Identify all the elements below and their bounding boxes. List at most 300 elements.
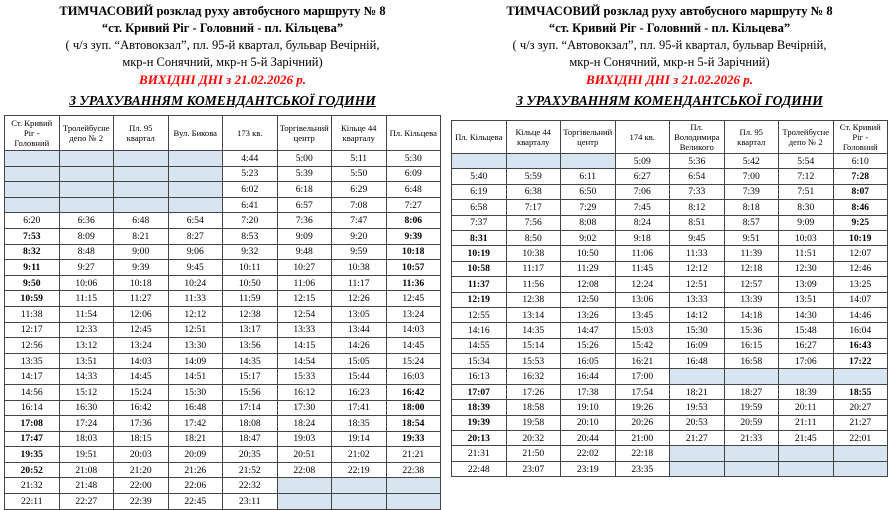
- empty-cell: [168, 166, 223, 182]
- time-cell: 22:32: [223, 478, 278, 494]
- time-cell: 10:19: [452, 246, 507, 261]
- time-cell: 9:45: [168, 260, 223, 276]
- table-row: [5, 384, 441, 400]
- time-cell: 6:38: [506, 184, 561, 199]
- time-cell: 6:20: [5, 213, 60, 229]
- time-cell: 18:55: [833, 384, 888, 399]
- column-header: Пл. Кільцева: [452, 121, 507, 154]
- time-cell: 17:00: [615, 369, 670, 384]
- time-cell: 13:33: [670, 292, 725, 307]
- table-row: [452, 277, 888, 292]
- column-header: Пл. 95 квартал: [724, 121, 779, 154]
- route-via-line-2: мкр-н Сонячний, мкр-н 5-й Зарічний): [122, 55, 323, 69]
- time-cell: 12:51: [168, 322, 223, 338]
- time-cell: 14:16: [452, 323, 507, 338]
- time-cell: 22:08: [277, 462, 332, 478]
- time-cell: 21:02: [332, 447, 387, 463]
- time-cell: 12:12: [670, 261, 725, 276]
- route-via-line-1: ( ч/з зуп. “Автовокзал”, пл. 95-й квартал, бульвар Вечірній,: [65, 38, 380, 52]
- time-cell: 9:51: [724, 230, 779, 245]
- time-cell: 13:25: [833, 277, 888, 292]
- time-cell: 5:11: [332, 151, 387, 167]
- time-cell: 12:12: [168, 306, 223, 322]
- time-cell: 6:19: [452, 184, 507, 199]
- time-cell: 20:51: [277, 447, 332, 463]
- time-cell: 8:24: [615, 215, 670, 230]
- table-row: [452, 230, 888, 245]
- time-cell: 21:21: [386, 447, 441, 463]
- time-cell: 22:02: [561, 446, 616, 461]
- empty-cell: [59, 151, 114, 167]
- time-cell: 17:24: [59, 416, 114, 432]
- time-cell: 11:27: [114, 291, 169, 307]
- time-cell: 15:24: [114, 384, 169, 400]
- time-cell: 12:08: [561, 277, 616, 292]
- time-cell: 7:20: [223, 213, 278, 229]
- time-cell: 6:41: [223, 197, 278, 213]
- time-cell: 7:56: [506, 215, 561, 230]
- time-cell: 16:21: [615, 354, 670, 369]
- time-cell: 12:45: [114, 322, 169, 338]
- route-name: “ст. Кривий Ріг - Головний - пл. Кільцева”: [101, 21, 344, 35]
- time-cell: 18:47: [223, 431, 278, 447]
- time-cell: 15:30: [168, 384, 223, 400]
- time-cell: 13:56: [223, 338, 278, 354]
- empty-cell: [59, 182, 114, 198]
- time-cell: 21:11: [779, 415, 834, 430]
- time-cell: 8:06: [386, 213, 441, 229]
- time-cell: 9:59: [332, 244, 387, 260]
- time-cell: 11:33: [168, 291, 223, 307]
- time-cell: 11:54: [59, 306, 114, 322]
- table-row: [5, 291, 441, 307]
- empty-cell: [386, 494, 441, 510]
- time-cell: 8:07: [833, 184, 888, 199]
- table-row: [452, 461, 888, 476]
- time-cell: 21:08: [59, 462, 114, 478]
- column-header: Торгівельний центр: [561, 121, 616, 154]
- time-cell: 21:20: [114, 462, 169, 478]
- table-row: [452, 215, 888, 230]
- time-cell: 9:50: [5, 275, 60, 291]
- table-row: [452, 415, 888, 430]
- time-cell: 7:27: [386, 197, 441, 213]
- time-cell: 5:23: [223, 166, 278, 182]
- time-cell: 9:18: [615, 230, 670, 245]
- time-cell: 17:14: [223, 400, 278, 416]
- time-cell: 12:51: [670, 277, 725, 292]
- time-cell: 17:47: [5, 431, 60, 447]
- time-cell: 11:06: [277, 275, 332, 291]
- time-cell: 11:51: [779, 246, 834, 261]
- time-cell: 16:48: [670, 354, 725, 369]
- time-cell: 10:03: [779, 230, 834, 245]
- table-row: [5, 494, 441, 510]
- time-cell: 13:14: [506, 307, 561, 322]
- empty-cell: [670, 446, 725, 461]
- time-cell: 14:12: [670, 307, 725, 322]
- time-cell: 22:19: [332, 462, 387, 478]
- empty-cell: [724, 461, 779, 476]
- time-cell: 8:48: [59, 244, 114, 260]
- time-cell: 18:58: [506, 400, 561, 415]
- empty-cell: [386, 478, 441, 494]
- time-cell: 12:38: [506, 292, 561, 307]
- time-cell: 20:10: [561, 415, 616, 430]
- curfew-note: З УРАХУВАННЯМ КОМЕНДАНТСЬКОЇ ГОДИНИ: [69, 93, 376, 108]
- table-row: [5, 369, 441, 385]
- time-cell: 7:08: [332, 197, 387, 213]
- time-cell: 16:43: [833, 338, 888, 353]
- time-cell: 23:07: [506, 461, 561, 476]
- header-row: [5, 116, 441, 151]
- time-cell: 13:51: [779, 292, 834, 307]
- table-row: [5, 431, 441, 447]
- time-cell: 14:09: [168, 353, 223, 369]
- time-cell: 11:17: [506, 261, 561, 276]
- time-cell: 14:35: [223, 353, 278, 369]
- time-cell: 9:45: [670, 230, 725, 245]
- table-row: [5, 416, 441, 432]
- time-cell: 13:24: [114, 338, 169, 354]
- time-cell: 16:42: [386, 384, 441, 400]
- time-cell: 6:58: [452, 200, 507, 215]
- time-cell: 11:38: [5, 306, 60, 322]
- time-cell: 13:26: [561, 307, 616, 322]
- time-cell: 14:30: [779, 307, 834, 322]
- time-cell: 22:06: [168, 478, 223, 494]
- time-cell: 16:14: [5, 400, 60, 416]
- time-cell: 18:27: [724, 384, 779, 399]
- time-cell: 18:08: [223, 416, 278, 432]
- left-schedule: [4, 0, 441, 507]
- time-cell: 5:54: [779, 154, 834, 169]
- time-cell: 11:37: [452, 277, 507, 292]
- time-cell: 9:06: [168, 244, 223, 260]
- time-cell: 21:48: [59, 478, 114, 494]
- time-cell: 7:12: [779, 169, 834, 184]
- time-cell: 13:06: [615, 292, 670, 307]
- time-cell: 10:38: [506, 246, 561, 261]
- time-cell: 8:32: [5, 244, 60, 260]
- time-cell: 9:11: [5, 260, 60, 276]
- time-cell: 15:42: [615, 338, 670, 353]
- time-cell: 9:39: [114, 260, 169, 276]
- time-cell: 13:35: [5, 353, 60, 369]
- time-cell: 16:44: [561, 369, 616, 384]
- table-row: [452, 184, 888, 199]
- column-header: Ст. Кривий Ріг - Головний: [5, 116, 60, 151]
- time-cell: 22:01: [833, 431, 888, 446]
- time-cell: 22:39: [114, 494, 169, 510]
- empty-cell: [277, 478, 332, 494]
- time-cell: 8:50: [506, 230, 561, 245]
- empty-cell: [452, 154, 507, 169]
- time-cell: 15:03: [615, 323, 670, 338]
- time-cell: 21:33: [724, 431, 779, 446]
- time-cell: 5:39: [277, 166, 332, 182]
- time-cell: 14:26: [332, 338, 387, 354]
- time-cell: 9:09: [277, 228, 332, 244]
- time-cell: 14:45: [386, 338, 441, 354]
- time-cell: 17:38: [561, 384, 616, 399]
- time-cell: 19:35: [5, 447, 60, 463]
- time-cell: 10:59: [5, 291, 60, 307]
- time-cell: 23:11: [223, 494, 278, 510]
- time-cell: 21:50: [506, 446, 561, 461]
- time-cell: 6:11: [561, 169, 616, 184]
- route-via-line-1: ( ч/з зуп. “Автовокзал”, пл. 95-й квартал, бульвар Вечірній,: [512, 38, 827, 52]
- time-cell: 19:33: [386, 431, 441, 447]
- time-cell: 6:02: [223, 182, 278, 198]
- time-cell: 20:27: [833, 400, 888, 415]
- time-cell: 19:10: [561, 400, 616, 415]
- empty-cell: [59, 166, 114, 182]
- column-header: Торгівельний центр: [277, 116, 332, 151]
- time-cell: 11:33: [670, 246, 725, 261]
- time-cell: 8:30: [779, 200, 834, 215]
- time-cell: 21:52: [223, 462, 278, 478]
- table-row: [452, 169, 888, 184]
- time-cell: 16:12: [277, 384, 332, 400]
- time-cell: 8:18: [724, 200, 779, 215]
- time-cell: 17:30: [277, 400, 332, 416]
- empty-cell: [5, 182, 60, 198]
- time-cell: 8:12: [670, 200, 725, 215]
- time-cell: 14:54: [277, 353, 332, 369]
- empty-cell: [332, 478, 387, 494]
- empty-cell: [833, 461, 888, 476]
- column-header: Тролейбусне депо № 2: [59, 116, 114, 151]
- time-cell: 12:54: [277, 306, 332, 322]
- time-cell: 15:17: [223, 369, 278, 385]
- time-cell: 13:44: [332, 322, 387, 338]
- right-schedule: [451, 0, 888, 475]
- table-row: [452, 200, 888, 215]
- time-cell: 15:53: [506, 354, 561, 369]
- time-cell: 20:09: [168, 447, 223, 463]
- time-cell: 18:39: [452, 400, 507, 415]
- table-row: [452, 154, 888, 169]
- time-cell: 15:36: [724, 323, 779, 338]
- time-cell: 13:24: [386, 306, 441, 322]
- empty-cell: [5, 151, 60, 167]
- time-cell: 22:11: [5, 494, 60, 510]
- time-cell: 14:17: [5, 369, 60, 385]
- time-cell: 5:42: [724, 154, 779, 169]
- time-cell: 21:27: [670, 431, 725, 446]
- timetable: [451, 120, 888, 477]
- time-cell: 8:09: [59, 228, 114, 244]
- time-cell: 22:48: [452, 461, 507, 476]
- time-cell: 18:21: [168, 431, 223, 447]
- time-cell: 15:34: [452, 354, 507, 369]
- time-cell: 11:36: [386, 275, 441, 291]
- time-cell: 14:46: [833, 307, 888, 322]
- table-row: [452, 354, 888, 369]
- time-cell: 8:31: [452, 230, 507, 245]
- time-cell: 17:54: [615, 384, 670, 399]
- time-cell: 15:30: [670, 323, 725, 338]
- time-cell: 10:38: [332, 260, 387, 276]
- time-cell: 7:47: [332, 213, 387, 229]
- empty-cell: [833, 446, 888, 461]
- time-cell: 20:53: [670, 415, 725, 430]
- time-cell: 11:06: [615, 246, 670, 261]
- time-cell: 7:45: [615, 200, 670, 215]
- empty-cell: [779, 446, 834, 461]
- time-cell: 13:12: [59, 338, 114, 354]
- time-cell: 6:29: [332, 182, 387, 198]
- time-cell: 5:36: [670, 154, 725, 169]
- table-row: [5, 182, 441, 198]
- time-cell: 7:36: [277, 213, 332, 229]
- time-cell: 22:45: [168, 494, 223, 510]
- time-cell: 8:51: [670, 215, 725, 230]
- time-cell: 11:17: [332, 275, 387, 291]
- time-cell: 6:09: [386, 166, 441, 182]
- time-cell: 8:08: [561, 215, 616, 230]
- time-cell: 12:19: [452, 292, 507, 307]
- table-row: [5, 197, 441, 213]
- time-cell: 9:00: [114, 244, 169, 260]
- time-cell: 11:45: [615, 261, 670, 276]
- time-cell: 16:42: [114, 400, 169, 416]
- time-cell: 7:51: [779, 184, 834, 199]
- route-name: “ст. Кривий Ріг - Головний - пл. Кільцева”: [548, 21, 791, 35]
- time-cell: 10:18: [114, 275, 169, 291]
- time-cell: 16:30: [59, 400, 114, 416]
- empty-cell: [59, 197, 114, 213]
- table-row: [452, 323, 888, 338]
- empty-cell: [724, 446, 779, 461]
- weekend-days-note: ВИХІДНІ ДНІ з 21.02.2026 р.: [139, 72, 306, 87]
- column-header: Пл. Володимира Великого: [670, 121, 725, 154]
- time-cell: 11:39: [724, 246, 779, 261]
- time-cell: 10:50: [223, 275, 278, 291]
- time-cell: 20:03: [114, 447, 169, 463]
- table-row: [5, 260, 441, 276]
- time-cell: 19:14: [332, 431, 387, 447]
- table-row: [452, 261, 888, 276]
- time-cell: 10:19: [833, 230, 888, 245]
- time-cell: 15:14: [506, 338, 561, 353]
- time-cell: 9:20: [332, 228, 387, 244]
- time-cell: 8:27: [168, 228, 223, 244]
- time-cell: 18:54: [386, 416, 441, 432]
- time-cell: 16:04: [833, 323, 888, 338]
- time-cell: 12:33: [59, 322, 114, 338]
- time-cell: 23:35: [615, 461, 670, 476]
- column-header: 174 кв.: [615, 121, 670, 154]
- empty-cell: [114, 166, 169, 182]
- time-cell: 12:30: [779, 261, 834, 276]
- table-row: [5, 228, 441, 244]
- time-cell: 10:24: [168, 275, 223, 291]
- empty-cell: [168, 182, 223, 198]
- time-cell: 17:42: [168, 416, 223, 432]
- time-cell: 20:52: [5, 462, 60, 478]
- time-cell: 16:13: [452, 369, 507, 384]
- time-cell: 9:48: [277, 244, 332, 260]
- table-row: [5, 462, 441, 478]
- time-cell: 14:03: [114, 353, 169, 369]
- time-cell: 6:54: [168, 213, 223, 229]
- table-row: [452, 246, 888, 261]
- column-header: Кільце 44 кварталу: [332, 116, 387, 151]
- table-row: [5, 322, 441, 338]
- time-cell: 13:30: [168, 338, 223, 354]
- table-row: [5, 338, 441, 354]
- time-cell: 19:53: [670, 400, 725, 415]
- header-row: [452, 121, 888, 154]
- time-cell: 6:10: [833, 154, 888, 169]
- time-cell: 11:56: [506, 277, 561, 292]
- time-cell: 5:09: [615, 154, 670, 169]
- time-cell: 5:50: [332, 166, 387, 182]
- table-row: [5, 306, 441, 322]
- time-cell: 16:23: [332, 384, 387, 400]
- time-cell: 6:57: [277, 197, 332, 213]
- time-cell: 16:27: [779, 338, 834, 353]
- time-cell: 20:26: [615, 415, 670, 430]
- time-cell: 16:58: [724, 354, 779, 369]
- time-cell: 21:26: [168, 462, 223, 478]
- time-cell: 5:59: [506, 169, 561, 184]
- time-cell: 13:45: [615, 307, 670, 322]
- time-cell: 9:32: [223, 244, 278, 260]
- empty-cell: [561, 154, 616, 169]
- time-cell: 15:12: [59, 384, 114, 400]
- table-row: [5, 151, 441, 167]
- time-cell: 5:00: [277, 151, 332, 167]
- time-cell: 6:18: [277, 182, 332, 198]
- time-cell: 18:21: [670, 384, 725, 399]
- time-cell: 7:06: [615, 184, 670, 199]
- time-cell: 12:38: [223, 306, 278, 322]
- empty-cell: [114, 151, 169, 167]
- time-cell: 12:46: [833, 261, 888, 276]
- time-cell: 22:27: [59, 494, 114, 510]
- time-cell: 21:27: [833, 415, 888, 430]
- table-row: [5, 213, 441, 229]
- time-cell: 18:35: [332, 416, 387, 432]
- time-cell: 15:24: [386, 353, 441, 369]
- time-cell: 16:32: [506, 369, 561, 384]
- time-cell: 19:03: [277, 431, 332, 447]
- time-cell: 18:15: [114, 431, 169, 447]
- empty-cell: [114, 197, 169, 213]
- time-cell: 11:15: [59, 291, 114, 307]
- time-cell: 15:33: [277, 369, 332, 385]
- time-cell: 16:09: [670, 338, 725, 353]
- time-cell: 18:03: [59, 431, 114, 447]
- time-cell: 15:05: [332, 353, 387, 369]
- weekend-days-note: ВИХІДНІ ДНІ з 21.02.2026 р.: [586, 72, 753, 87]
- time-cell: 16:03: [386, 369, 441, 385]
- time-cell: 22:18: [615, 446, 670, 461]
- empty-cell: [332, 494, 387, 510]
- time-cell: 12:55: [452, 307, 507, 322]
- time-cell: 16:15: [724, 338, 779, 353]
- time-cell: 12:24: [615, 277, 670, 292]
- table-row: [452, 338, 888, 353]
- time-cell: 9:09: [779, 215, 834, 230]
- time-cell: 23:19: [561, 461, 616, 476]
- time-cell: 9:02: [561, 230, 616, 245]
- column-header: Ст. Кривий Ріг - Головний: [833, 121, 888, 154]
- table-row: [452, 384, 888, 399]
